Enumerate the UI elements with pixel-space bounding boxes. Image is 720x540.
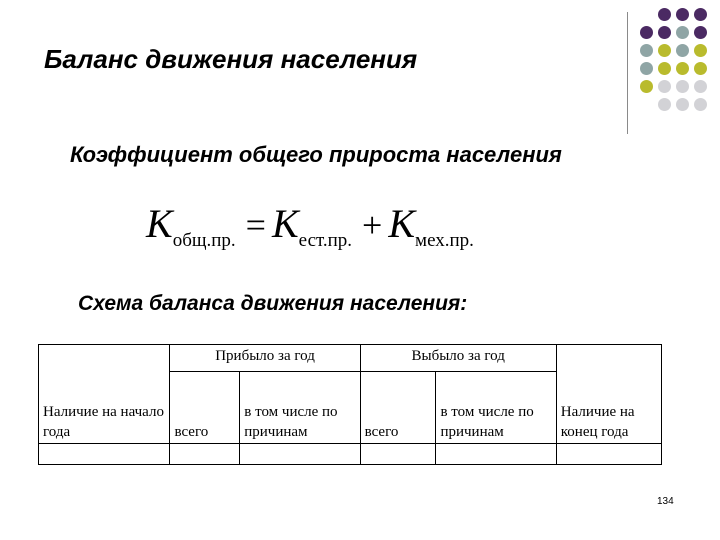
decor-dot [676,62,689,75]
empty-cell [360,444,436,465]
empty-cell [170,444,240,465]
empty-cell [39,444,170,465]
decor-dot [658,44,671,57]
decor-dot [694,8,707,21]
decor-dot [658,62,671,75]
formula-symbol: K [388,201,416,246]
decor-dot [694,62,707,75]
growth-formula [146,200,474,260]
decor-dot [694,26,707,39]
coefficient-heading: Коэффициент общего прироста населения [70,142,562,167]
decorative-dot-grid [640,8,720,120]
decor-dot [676,8,689,21]
arrived-header: Прибыло за год [170,345,360,372]
decor-dot [676,80,689,93]
decor-dot [658,8,671,21]
page-number: 134 [657,496,674,507]
arrived-causes-cell: в том числе по причинам [240,372,360,444]
divider-line [627,12,628,134]
empty-cell [240,444,360,465]
formula-subscript-migration: мех.пр. [415,230,474,251]
decor-dot [676,98,689,111]
decor-dot [658,80,671,93]
slide-title: Баланс движения населения [44,44,418,74]
decor-dot [676,26,689,39]
decor-dot [640,44,653,57]
end-of-year-cell: Наличие на конец года [556,345,661,444]
formula-subscript-total: общ.пр. [172,230,236,251]
arrived-total-cell: всего [170,372,240,444]
decor-dot [640,26,653,39]
decor-dot [658,98,671,111]
decor-dot [676,44,689,57]
empty-cell [556,444,661,465]
departed-causes-cell: в том числе по причинам [436,372,556,444]
formula-subscript-natural: ест.пр. [298,230,353,251]
decor-dot [694,80,707,93]
formula-symbol: K [146,201,173,246]
formula-plus: + [362,205,383,245]
formula-equals: = [245,205,266,245]
decor-dot [640,80,653,93]
decor-dot [658,26,671,39]
decor-dot [640,62,653,75]
decor-dot [694,44,707,57]
decor-dot [694,98,707,111]
departed-total-cell: всего [360,372,436,444]
scheme-heading: Схема баланса движения населения: [78,292,468,315]
balance-table [38,344,662,465]
departed-header: Выбыло за год [360,345,556,372]
formula-symbol: K [271,201,299,246]
empty-cell [436,444,556,465]
start-of-year-cell: Наличие на начало года [39,345,170,444]
